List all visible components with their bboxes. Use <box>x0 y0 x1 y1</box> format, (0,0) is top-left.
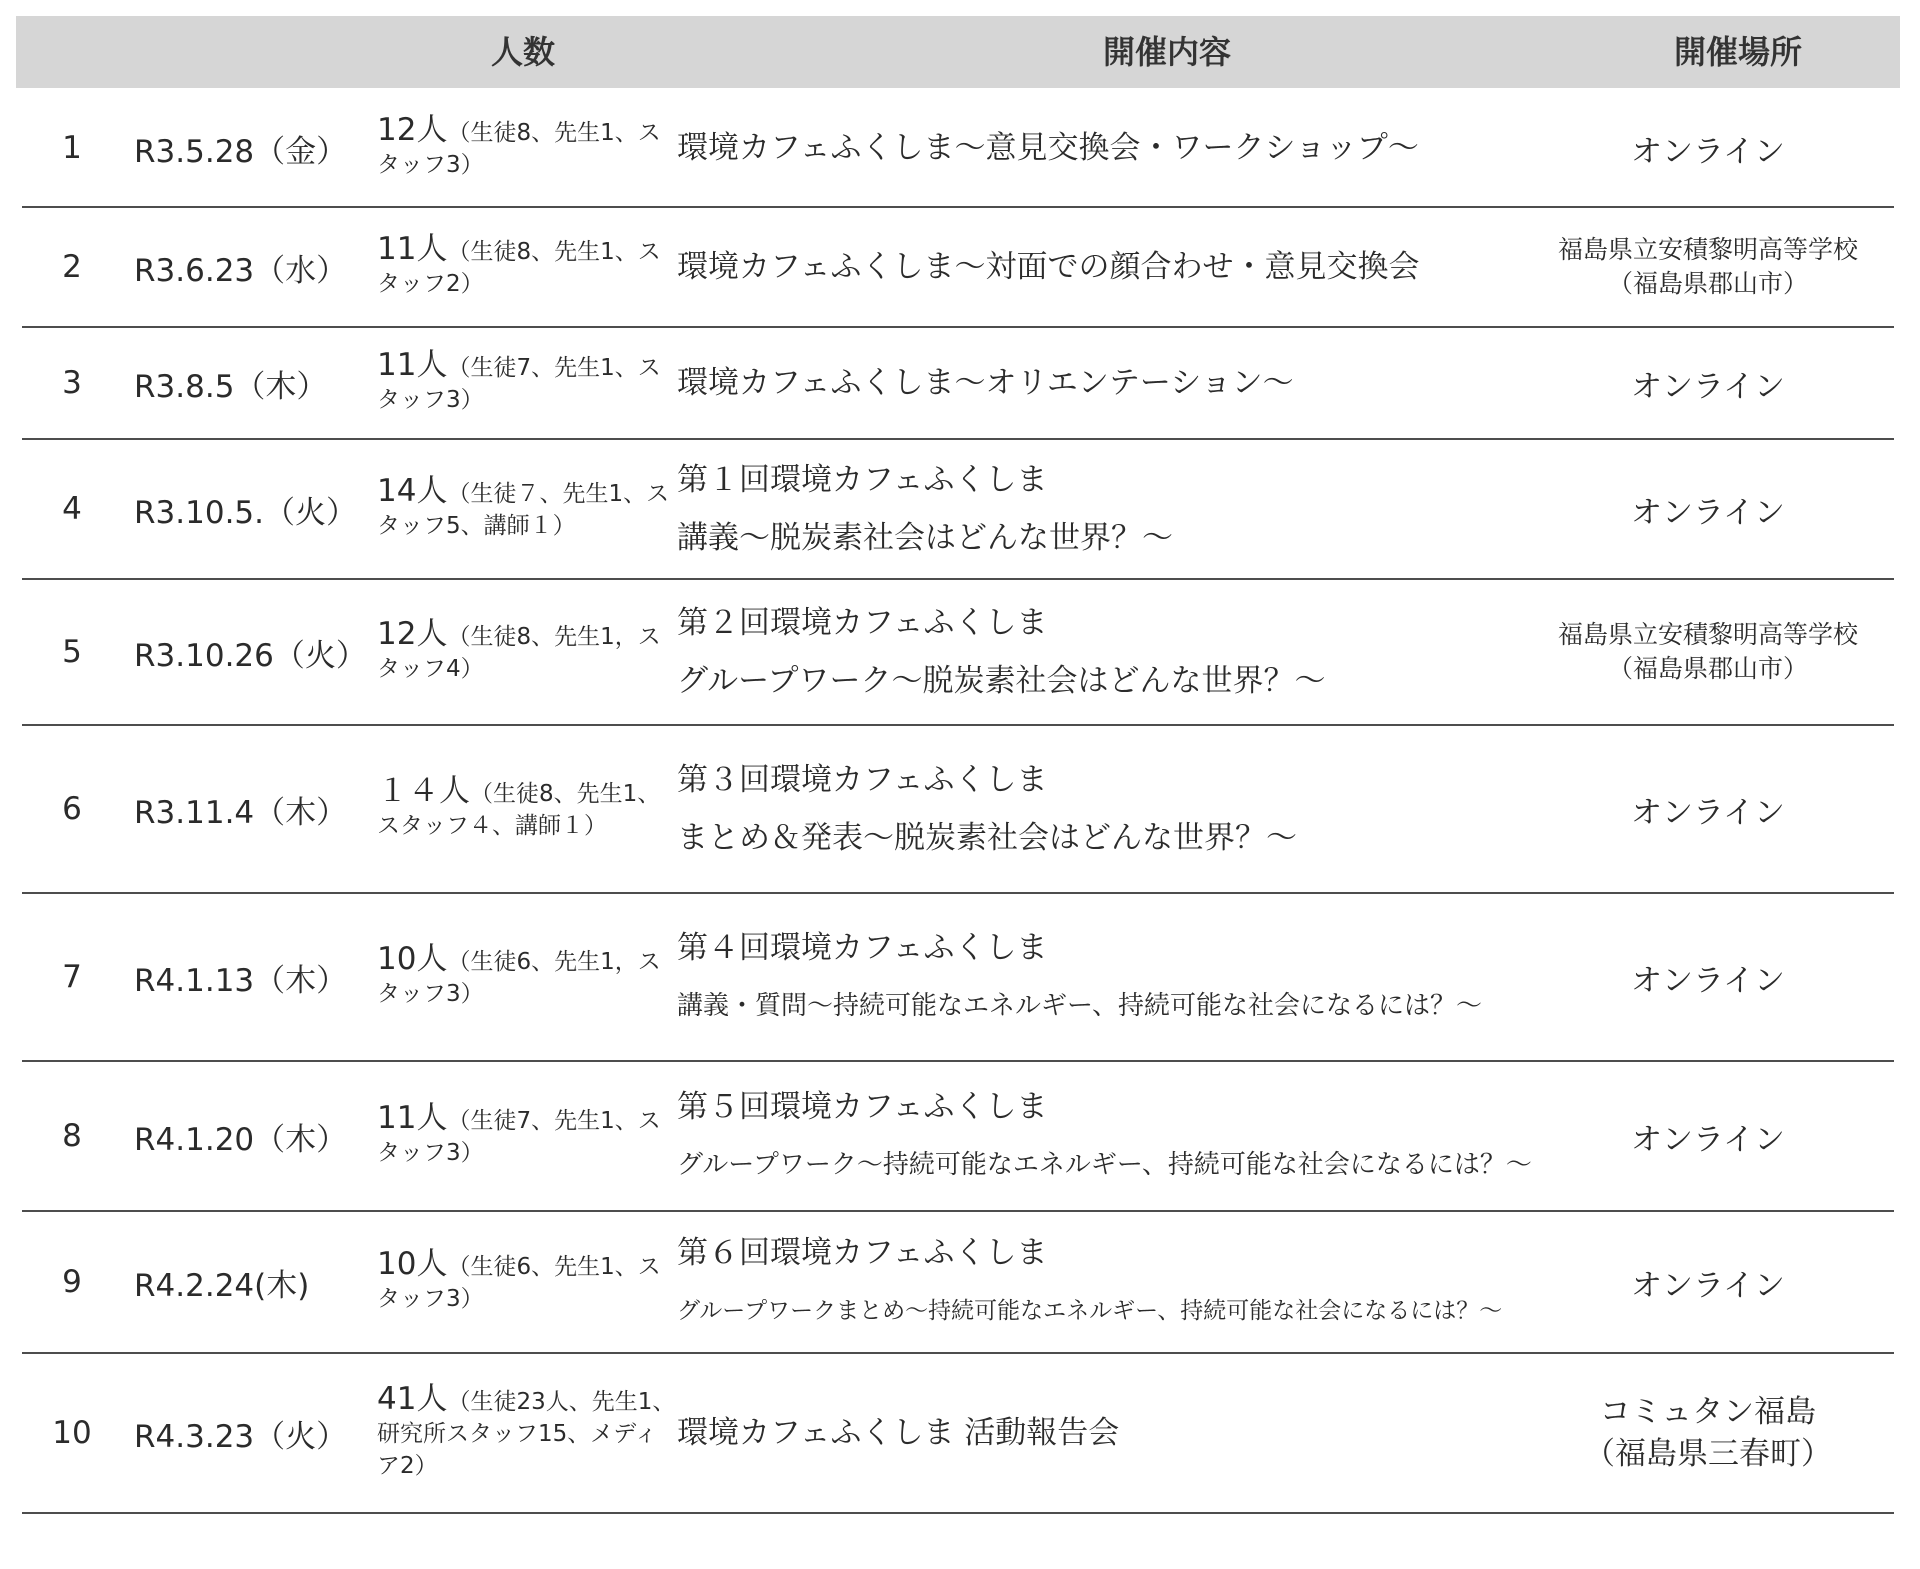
table-row <box>22 328 1894 440</box>
count-main: 10人 <box>377 1245 448 1282</box>
row-number: 4 <box>62 491 82 527</box>
count-main: 12人 <box>377 615 448 652</box>
content-line1: 第１回環境カフェふくしま <box>677 462 1048 498</box>
count-main: 41人 <box>377 1380 448 1417</box>
row-content <box>677 726 1662 892</box>
header-content: 開催内容 <box>1103 33 1232 71</box>
count-detail: （生徒6、先生1、スタッフ3） <box>377 1253 661 1312</box>
row-count <box>377 90 677 206</box>
row-date: R3.10.5.（火） <box>134 494 357 531</box>
venue-text: 福島県立安積黎明高等学校 （福島県郡山市） <box>1557 620 1858 683</box>
row-number: 3 <box>62 365 82 401</box>
row-count <box>377 1212 677 1352</box>
row-venue <box>1522 328 1894 438</box>
content-line2: グループワーク〜脱炭素社会はどんな世界？〜 <box>677 663 1326 699</box>
row-number: 1 <box>62 130 82 166</box>
row-date: R4.1.13（木） <box>134 962 348 999</box>
row-venue <box>1522 1354 1894 1512</box>
row-content <box>677 894 1662 1060</box>
table-row <box>22 726 1894 894</box>
count-detail: （生徒7、先生1、スタッフ3） <box>377 1107 661 1166</box>
row-number: 5 <box>62 634 82 670</box>
venue-text: オンライン <box>1630 794 1786 831</box>
row-date: R3.5.28（金） <box>134 133 348 170</box>
row-venue <box>1522 580 1894 724</box>
venue-text: オンライン <box>1630 1121 1786 1158</box>
row-content <box>677 328 1662 438</box>
row-number: 2 <box>62 249 82 285</box>
row-date: R3.11.4（木） <box>134 794 348 831</box>
row-date: R3.8.5（木） <box>134 368 328 405</box>
content-line1: 第６回環境カフェふくしま <box>677 1235 1048 1271</box>
table-row <box>22 580 1894 726</box>
row-date: R4.2.24(木) <box>134 1267 310 1304</box>
count-detail: （生徒8、先生1，スタッフ4） <box>377 623 661 682</box>
row-venue <box>1522 894 1894 1060</box>
count-main: 11人 <box>377 230 448 267</box>
row-content <box>677 1062 1662 1210</box>
row-venue <box>1522 1062 1894 1210</box>
count-detail: （生徒6、先生1，スタッフ3） <box>377 948 661 1007</box>
content-line1: 第４回環境カフェふくしま <box>677 930 1048 966</box>
table-header <box>16 16 1900 88</box>
content-line1: 第２回環境カフェふくしま <box>677 605 1048 641</box>
row-number: 6 <box>62 791 82 827</box>
row-count <box>377 894 677 1060</box>
venue-text: コミュタン福島 （福島県三春町） <box>1584 1394 1832 1472</box>
count-main: １４人 <box>377 772 470 809</box>
content-line2: 講義〜脱炭素社会はどんな世界？〜 <box>677 520 1173 556</box>
table-row <box>22 894 1894 1062</box>
row-count <box>377 328 677 438</box>
row-content <box>677 1212 1662 1352</box>
count-detail: （生徒8、先生1、スタッフ４、講師１） <box>377 780 661 839</box>
venue-text: オンライン <box>1630 368 1786 405</box>
row-date: R4.1.20（木） <box>134 1121 348 1158</box>
count-detail: （生徒23人、先生1、研究所スタッフ15、メディア2） <box>377 1388 676 1479</box>
count-detail: （生徒７、先生1、スタッフ5、講師１） <box>377 480 670 539</box>
header-venue: 開催場所 <box>1674 33 1803 71</box>
count-detail: （生徒8、先生1、スタッフ2） <box>377 238 661 297</box>
venue-text: オンライン <box>1630 494 1786 531</box>
row-content <box>677 208 1662 326</box>
row-venue <box>1522 208 1894 326</box>
table-row <box>22 440 1894 580</box>
count-main: 11人 <box>377 346 448 383</box>
row-count <box>377 1354 677 1512</box>
table-row <box>22 208 1894 328</box>
content-line1: 環境カフェふくしま〜対面での顔合わせ・意見交換会 <box>677 249 1420 285</box>
content-line1: 環境カフェふくしま 活動報告会 <box>677 1415 1120 1451</box>
count-detail: （生徒8、先生1、スタッフ3） <box>377 119 661 178</box>
row-venue <box>1522 90 1894 206</box>
content-line2: グループワークまとめ〜持続可能なエネルギー、持続可能な社会になるには？〜 <box>677 1298 1503 1324</box>
row-content <box>677 90 1662 206</box>
count-main: 10人 <box>377 940 448 977</box>
row-count <box>377 580 677 724</box>
content-line2: グループワーク〜持続可能なエネルギー、持続可能な社会になるには？〜 <box>677 1150 1532 1180</box>
content-line2: まとめ＆発表〜脱炭素社会はどんな世界？〜 <box>677 820 1297 856</box>
row-number: 8 <box>62 1118 82 1154</box>
count-main: 12人 <box>377 111 448 148</box>
row-content <box>677 580 1662 724</box>
count-main: 14人 <box>377 472 448 509</box>
row-content <box>677 440 1662 578</box>
row-venue <box>1522 1212 1894 1352</box>
row-date: R3.6.23（水） <box>134 252 348 289</box>
row-count <box>377 726 677 892</box>
row-count <box>377 1062 677 1210</box>
content-line1: 第３回環境カフェふくしま <box>677 762 1048 798</box>
row-venue <box>1522 440 1894 578</box>
content-line1: 環境カフェふくしま〜オリエンテーション〜 <box>677 365 1294 401</box>
content-line2: 講義・質問〜持続可能なエネルギー、持続可能な社会になるには？〜 <box>677 991 1482 1021</box>
count-detail: （生徒7、先生1、スタッフ3） <box>377 354 661 413</box>
row-venue <box>1522 726 1894 892</box>
row-count <box>377 440 677 578</box>
venue-text: オンライン <box>1630 1267 1786 1304</box>
venue-text: オンライン <box>1630 133 1786 170</box>
table-row <box>22 1212 1894 1354</box>
content-line1: 環境カフェふくしま〜意見交換会・ワークショップ〜 <box>677 130 1419 166</box>
row-date: R4.3.23（火） <box>134 1418 348 1455</box>
table-row <box>22 1062 1894 1212</box>
table-row <box>22 90 1894 208</box>
venue-text: 福島県立安積黎明高等学校 （福島県郡山市） <box>1557 235 1858 298</box>
row-number: 9 <box>62 1264 82 1300</box>
content-line1: 第５回環境カフェふくしま <box>677 1089 1048 1125</box>
venue-text: オンライン <box>1630 962 1786 999</box>
header-count: 人数 <box>491 33 556 71</box>
row-content <box>677 1354 1662 1512</box>
row-date: R3.10.26（火） <box>134 637 367 674</box>
row-number: 10 <box>52 1415 92 1451</box>
table-row <box>22 1354 1894 1514</box>
row-number: 7 <box>62 959 82 995</box>
count-main: 11人 <box>377 1099 448 1136</box>
row-count <box>377 208 677 326</box>
